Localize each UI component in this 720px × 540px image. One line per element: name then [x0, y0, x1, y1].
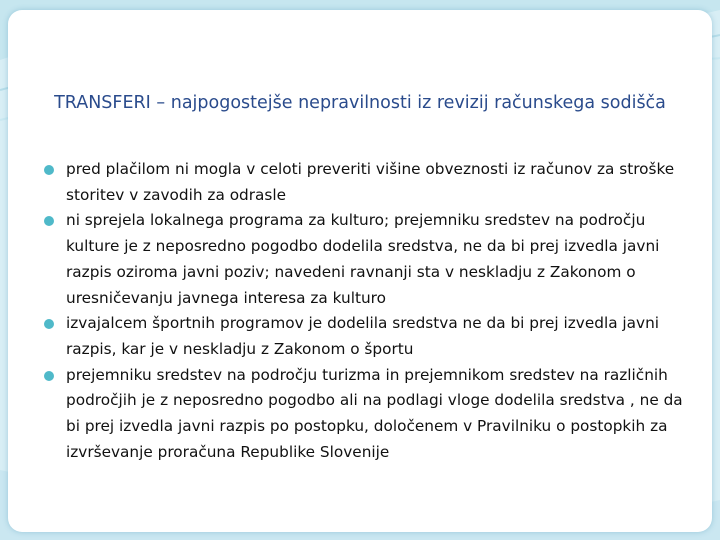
bullet-dot-icon	[44, 216, 54, 226]
list-item-text: prejemniku sredstev na področju turizma in prejemnikom sredstev na različnih področjih je z neposredno pogodbo ali na podlagi vloge dodelila sredstva , ne da bi prej izvedla javni razpis po postopku, določenem v Pravilniku o postopkih za izvrševanje proračuna Republike Slovenije	[66, 365, 683, 461]
bullet-dot-icon	[44, 371, 54, 381]
bullet-dot-icon	[44, 319, 54, 329]
list-item	[44, 208, 684, 311]
bullet-list	[44, 157, 684, 465]
list-item-text: ni sprejela lokalnega programa za kulturo; prejemniku sredstev na področju kulture je z neposredno pogodbo dodelila sredstva, ne da bi prej izvedla javni razpis oziroma javni poziv; navedeni ravnanji sta v neskladju z Zakonom o uresničevanju javnega interesa za kulturo	[66, 211, 660, 307]
slide-title: TRANSFERI – najpogostejše nepravilnosti iz revizij računskega sodišča	[54, 93, 666, 113]
bullet-dot-icon	[44, 165, 54, 175]
list-item-text: izvajalcem športnih programov je dodelila sredstva ne da bi prej izvedla javni razpis, kar je v neskladju z Zakonom o športu	[66, 314, 660, 358]
list-item	[44, 311, 684, 362]
list-item	[44, 157, 684, 208]
list-item-text: pred plačilom ni mogla v celoti preveriti višine obveznosti iz računov za stroške storitev v zavodih za odrasle	[66, 160, 675, 204]
list-item	[44, 363, 684, 466]
